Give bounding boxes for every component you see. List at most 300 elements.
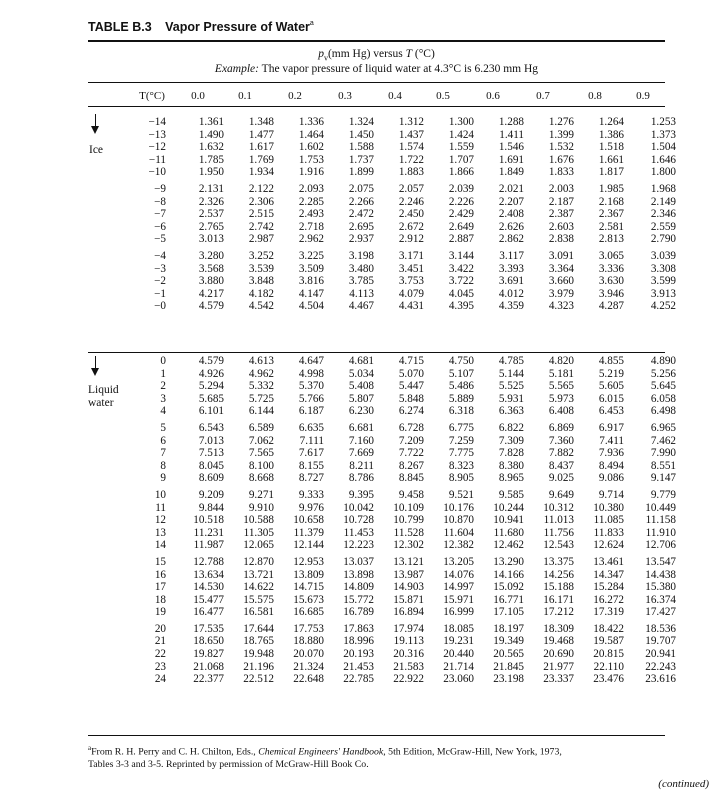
table-row bbox=[126, 606, 676, 619]
pressure-cell: 1.617 bbox=[248, 141, 274, 154]
temperature-cell: 11 bbox=[155, 501, 166, 514]
pressure-cell: 3.225 bbox=[298, 249, 324, 262]
pressure-cell: 12.302 bbox=[393, 539, 424, 552]
pressure-cell: 8.155 bbox=[298, 459, 324, 472]
pressure-cell: 8.323 bbox=[448, 459, 474, 472]
pressure-cell: 9.976 bbox=[298, 501, 324, 514]
pressure-cell: 1.373 bbox=[650, 128, 676, 141]
table-row bbox=[126, 673, 676, 686]
pressure-cell: 13.037 bbox=[343, 555, 374, 568]
pressure-cell: 13.375 bbox=[543, 555, 574, 568]
pressure-cell: 10.042 bbox=[343, 501, 374, 514]
pressure-cell: 1.477 bbox=[248, 128, 274, 141]
pressure-cell: 4.147 bbox=[298, 287, 324, 300]
pressure-cell: 9.271 bbox=[248, 488, 274, 501]
table-row bbox=[126, 422, 676, 435]
t-symbol: T bbox=[405, 48, 412, 60]
pressure-cell: 1.817 bbox=[598, 166, 624, 179]
pressure-cell: 17.212 bbox=[543, 606, 574, 619]
pressure-cell: 9.521 bbox=[448, 488, 474, 501]
temperature-cell: 14 bbox=[154, 539, 166, 552]
pressure-cell: 5.931 bbox=[498, 392, 524, 405]
pressure-cell: 13.461 bbox=[593, 555, 624, 568]
pressure-cell: 7.775 bbox=[448, 447, 474, 460]
pressure-cell: 20.815 bbox=[593, 648, 624, 661]
pressure-cell: 7.828 bbox=[498, 447, 524, 460]
pressure-cell: 1.264 bbox=[598, 116, 624, 128]
pressure-cell: 3.393 bbox=[498, 262, 524, 275]
pressure-cell: 14.076 bbox=[443, 568, 474, 581]
pressure-cell: 2.695 bbox=[348, 220, 374, 233]
liquid-label-line1: Liquid bbox=[88, 384, 119, 396]
table-row bbox=[126, 166, 676, 179]
pressure-cell: 1.588 bbox=[348, 141, 374, 154]
pressure-cell: 20.070 bbox=[293, 648, 324, 661]
pressure-cell: 5.070 bbox=[398, 367, 424, 380]
pressure-cell: 10.449 bbox=[645, 501, 676, 514]
pressure-cell: 15.575 bbox=[243, 593, 274, 606]
pressure-cell: 5.848 bbox=[398, 392, 424, 405]
pressure-cell: 3.364 bbox=[548, 262, 574, 275]
pressure-cell: 17.319 bbox=[593, 606, 624, 619]
pressure-cell: 2.626 bbox=[498, 220, 524, 233]
column-header: 0.7 bbox=[536, 90, 550, 102]
pressure-cell: 3.308 bbox=[650, 262, 676, 275]
pressure-cell: 10.799 bbox=[393, 514, 424, 527]
pressure-cell: 12.065 bbox=[243, 539, 274, 552]
temperature-cell: −8 bbox=[154, 195, 166, 208]
pressure-cell: 12.624 bbox=[593, 539, 624, 552]
temperature-cell: 16 bbox=[154, 568, 166, 581]
pressure-cell: 17.753 bbox=[293, 622, 324, 635]
pressure-cell: 1.312 bbox=[398, 116, 424, 128]
pressure-cell: 10.109 bbox=[393, 501, 424, 514]
section-rule bbox=[88, 352, 665, 353]
pressure-cell: 23.337 bbox=[543, 673, 574, 686]
pressure-cell: 7.936 bbox=[598, 447, 624, 460]
pressure-cell: 2.472 bbox=[348, 208, 374, 221]
pressure-cell: 12.144 bbox=[293, 539, 324, 552]
pressure-cell: 22.377 bbox=[193, 673, 224, 686]
pressure-cell: 4.926 bbox=[198, 367, 224, 380]
temperature-cell: 3 bbox=[160, 392, 166, 405]
pressure-cell: 1.950 bbox=[198, 166, 224, 179]
pressure-cell: 2.387 bbox=[548, 208, 574, 221]
table-row bbox=[126, 154, 676, 167]
pressure-cell: 2.346 bbox=[650, 208, 676, 221]
pressure-cell: 4.681 bbox=[348, 355, 374, 367]
pressure-cell: 1.753 bbox=[298, 153, 324, 166]
pressure-cell: 20.440 bbox=[443, 648, 474, 661]
pressure-cell: 5.889 bbox=[448, 392, 474, 405]
pressure-cell: 20.690 bbox=[543, 648, 574, 661]
pressure-cell: 2.187 bbox=[548, 195, 574, 208]
pressure-cell: 22.922 bbox=[393, 673, 424, 686]
temperature-cell: 18 bbox=[154, 593, 166, 606]
pressure-cell: 11.305 bbox=[243, 526, 274, 539]
pressure-cell: 1.934 bbox=[248, 166, 274, 179]
pressure-cell: 7.259 bbox=[448, 434, 474, 447]
pressure-cell: 9.025 bbox=[548, 472, 574, 485]
pressure-cell: 5.525 bbox=[498, 380, 524, 393]
temperature-cell: 22 bbox=[154, 648, 166, 661]
table-caption: Vapor Pressure of Water bbox=[165, 20, 310, 34]
table-row bbox=[126, 447, 676, 460]
pressure-cell: 4.962 bbox=[248, 367, 274, 380]
column-header: T(°C) bbox=[139, 90, 165, 102]
temperature-cell: 7 bbox=[160, 447, 166, 460]
pressure-cell: 2.649 bbox=[448, 220, 474, 233]
pressure-cell: 7.360 bbox=[548, 434, 574, 447]
pressure-cell: 21.977 bbox=[543, 660, 574, 673]
pressure-cell: 7.062 bbox=[248, 434, 274, 447]
pressure-cell: 4.613 bbox=[248, 355, 274, 367]
pressure-cell: 2.039 bbox=[448, 182, 474, 195]
pressure-cell: 9.209 bbox=[198, 488, 224, 501]
pressure-cell: 11.231 bbox=[193, 526, 224, 539]
table-row bbox=[126, 116, 676, 129]
footnote-marker: a bbox=[309, 20, 314, 27]
temperature-cell: 1 bbox=[160, 367, 166, 380]
footnote-line2: Tables 3-3 and 3-5. Reprinted by permission of McGraw-Hill Book Co. bbox=[88, 759, 369, 771]
continued-note: (continued) bbox=[658, 778, 709, 790]
pressure-cell: 16.894 bbox=[393, 606, 424, 619]
pressure-cell: 18.085 bbox=[443, 622, 474, 635]
pressure-cell: 4.217 bbox=[198, 287, 224, 300]
pressure-cell: 2.838 bbox=[548, 233, 574, 246]
pressure-cell: 6.869 bbox=[548, 421, 574, 434]
pressure-cell: 4.542 bbox=[248, 300, 274, 313]
column-header: 0.8 bbox=[588, 90, 602, 102]
pressure-cell: 1.504 bbox=[650, 141, 676, 154]
pressure-cell: 13.547 bbox=[645, 555, 676, 568]
pressure-cell: 1.300 bbox=[448, 116, 474, 128]
pressure-cell: 3.660 bbox=[548, 275, 574, 288]
pressure-cell: 3.848 bbox=[248, 275, 274, 288]
pressure-cell: 2.326 bbox=[198, 195, 224, 208]
table-row bbox=[126, 393, 676, 406]
pressure-cell: 1.336 bbox=[298, 116, 324, 128]
pressure-cell: 9.714 bbox=[598, 488, 624, 501]
pressure-cell: 10.870 bbox=[443, 514, 474, 527]
pressure-cell: 1.833 bbox=[548, 166, 574, 179]
pressure-cell: 8.609 bbox=[198, 472, 224, 485]
temperature-cell: −14 bbox=[148, 116, 166, 128]
pressure-cell: 7.513 bbox=[198, 447, 224, 460]
liquid-label-line2: water bbox=[88, 397, 114, 409]
pressure-cell: 19.231 bbox=[443, 635, 474, 648]
pressure-cell: 2.367 bbox=[598, 208, 624, 221]
pressure-cell: 2.266 bbox=[348, 195, 374, 208]
pressure-cell: 5.107 bbox=[448, 367, 474, 380]
footnote-mark: a bbox=[88, 744, 92, 752]
ice-arrow-down-icon bbox=[91, 126, 99, 134]
pressure-cell: 17.974 bbox=[393, 622, 424, 635]
pressure-cell: 12.953 bbox=[293, 555, 324, 568]
pressure-cell: 1.661 bbox=[598, 153, 624, 166]
pressure-cell: 4.467 bbox=[348, 300, 374, 313]
pressure-cell: 11.756 bbox=[543, 526, 574, 539]
pressure-cell: 10.380 bbox=[593, 501, 624, 514]
pressure-cell: 14.166 bbox=[493, 568, 524, 581]
pressure-cell: 4.998 bbox=[298, 367, 324, 380]
footnote-post: , 5th Edition, McGraw-Hill, New York, 1973, bbox=[383, 746, 562, 758]
pressure-cell: 14.903 bbox=[393, 581, 424, 594]
pressure-cell: 4.287 bbox=[598, 300, 624, 313]
pressure-cell: 3.422 bbox=[448, 262, 474, 275]
pressure-cell: 1.785 bbox=[198, 153, 224, 166]
pressure-cell: 14.530 bbox=[193, 581, 224, 594]
pressure-cell: 18.197 bbox=[493, 622, 524, 635]
pressure-cell: 13.898 bbox=[343, 568, 374, 581]
pressure-cell: 9.649 bbox=[548, 488, 574, 501]
pressure-cell: 4.079 bbox=[398, 287, 424, 300]
pressure-cell: 22.785 bbox=[343, 673, 374, 686]
pressure-cell: 2.937 bbox=[348, 233, 374, 246]
pressure-cell: 17.863 bbox=[343, 622, 374, 635]
pressure-cell: 15.673 bbox=[293, 593, 324, 606]
pressure-cell: 3.785 bbox=[348, 275, 374, 288]
pressure-cell: 2.537 bbox=[198, 208, 224, 221]
pressure-cell: 3.013 bbox=[198, 233, 224, 246]
pressure-cell: 20.565 bbox=[493, 648, 524, 661]
table-row bbox=[126, 661, 676, 674]
pressure-cell: 2.515 bbox=[248, 208, 274, 221]
temperature-cell: 15 bbox=[154, 555, 166, 568]
pressure-cell: 14.997 bbox=[443, 581, 474, 594]
pressure-cell: 2.207 bbox=[498, 195, 524, 208]
pressure-cell: 1.361 bbox=[198, 116, 224, 128]
pressure-cell: 16.272 bbox=[593, 593, 624, 606]
pressure-cell: 18.880 bbox=[293, 635, 324, 648]
temperature-cell: 10 bbox=[154, 488, 166, 501]
example-label: Example: bbox=[214, 63, 259, 75]
table-row bbox=[126, 581, 676, 594]
pressure-cell: 5.144 bbox=[498, 367, 524, 380]
pressure-cell: 6.101 bbox=[198, 405, 224, 418]
pressure-cell: 16.581 bbox=[243, 606, 274, 619]
pv-symbol: p bbox=[318, 48, 324, 60]
pressure-cell: 5.219 bbox=[598, 367, 624, 380]
temperature-cell: −12 bbox=[148, 141, 166, 154]
pressure-cell: 15.477 bbox=[193, 593, 224, 606]
pressure-cell: 7.565 bbox=[248, 447, 274, 460]
pressure-cell: 7.013 bbox=[198, 434, 224, 447]
pressure-cell: 1.518 bbox=[598, 141, 624, 154]
pressure-cell: 8.045 bbox=[198, 459, 224, 472]
pressure-cell: 21.068 bbox=[193, 660, 224, 673]
pressure-cell: 13.721 bbox=[243, 568, 274, 581]
pressure-cell: 16.789 bbox=[343, 606, 374, 619]
pressure-cell: 1.386 bbox=[598, 128, 624, 141]
pressure-cell: 17.535 bbox=[193, 622, 224, 635]
pressure-cell: 1.899 bbox=[348, 166, 374, 179]
pressure-cell: 11.158 bbox=[645, 514, 676, 527]
pressure-cell: 1.546 bbox=[498, 141, 524, 154]
pressure-cell: 8.965 bbox=[498, 472, 524, 485]
liquid-table bbox=[126, 355, 676, 686]
pressure-cell: 2.559 bbox=[650, 220, 676, 233]
table-row bbox=[126, 569, 676, 582]
pressure-cell: 5.332 bbox=[248, 380, 274, 393]
pressure-cell: 7.411 bbox=[599, 434, 624, 447]
pressure-cell: 3.509 bbox=[298, 262, 324, 275]
pressure-cell: 6.144 bbox=[248, 405, 274, 418]
pressure-cell: 12.543 bbox=[543, 539, 574, 552]
table-row bbox=[126, 300, 676, 313]
pressure-cell: 20.193 bbox=[343, 648, 374, 661]
pressure-cell: 3.979 bbox=[548, 287, 574, 300]
example-line bbox=[88, 63, 665, 75]
table-row bbox=[126, 594, 676, 607]
pressure-cell: 3.816 bbox=[298, 275, 324, 288]
pressure-cell: 2.168 bbox=[598, 195, 624, 208]
pressure-cell: 5.256 bbox=[650, 367, 676, 380]
pressure-cell: 1.437 bbox=[398, 128, 424, 141]
pressure-cell: 11.453 bbox=[343, 526, 374, 539]
pressure-cell: 1.707 bbox=[448, 153, 474, 166]
pressure-cell: 3.065 bbox=[598, 249, 624, 262]
temperature-cell: −2 bbox=[154, 275, 166, 288]
pressure-cell: 21.196 bbox=[243, 660, 274, 673]
pressure-cell: 13.634 bbox=[193, 568, 224, 581]
pressure-cell: 1.866 bbox=[448, 166, 474, 179]
column-header: 0.2 bbox=[288, 90, 302, 102]
temperature-cell: 8 bbox=[160, 459, 166, 472]
pressure-cell: 3.280 bbox=[198, 249, 224, 262]
table-row bbox=[126, 380, 676, 393]
pressure-cell: 8.211 bbox=[349, 459, 374, 472]
pressure-cell: 19.113 bbox=[393, 635, 424, 648]
pressure-cell: 1.559 bbox=[448, 141, 474, 154]
table-row bbox=[126, 556, 676, 569]
pressure-cell: 4.504 bbox=[298, 300, 324, 313]
pressure-cell: 2.057 bbox=[398, 182, 424, 195]
table-row bbox=[126, 221, 676, 234]
pressure-cell: 1.916 bbox=[298, 166, 324, 179]
pressure-cell: 13.205 bbox=[443, 555, 474, 568]
pressure-cell: 12.870 bbox=[243, 555, 274, 568]
pressure-cell: 4.820 bbox=[548, 355, 574, 367]
pressure-cell: 2.306 bbox=[248, 195, 274, 208]
pressure-cell: 4.395 bbox=[448, 300, 474, 313]
pressure-cell: 13.987 bbox=[393, 568, 424, 581]
pressure-cell: 16.171 bbox=[543, 593, 574, 606]
footnote-book: Chemical Engineers' Handbook bbox=[258, 746, 384, 758]
pressure-cell: 19.587 bbox=[593, 635, 624, 648]
pressure-cell: 4.045 bbox=[448, 287, 474, 300]
pressure-cell: 12.788 bbox=[193, 555, 224, 568]
pressure-cell: 9.395 bbox=[348, 488, 374, 501]
pressure-cell: 8.551 bbox=[650, 459, 676, 472]
pressure-cell: 2.581 bbox=[598, 220, 624, 233]
pressure-cell: 8.905 bbox=[448, 472, 474, 485]
temperature-cell: 13 bbox=[154, 526, 166, 539]
pressure-cell: 3.691 bbox=[498, 275, 524, 288]
pressure-cell: 6.408 bbox=[548, 405, 574, 418]
pressure-cell: 2.672 bbox=[398, 220, 424, 233]
pressure-cell: 6.015 bbox=[598, 392, 624, 405]
table-row bbox=[126, 635, 676, 648]
temperature-cell: 6 bbox=[160, 434, 166, 447]
pressure-cell: 5.565 bbox=[548, 380, 574, 393]
table-row bbox=[126, 183, 676, 196]
pressure-cell: 6.589 bbox=[248, 421, 274, 434]
temperature-cell: 17 bbox=[154, 581, 166, 594]
pressure-cell: 11.680 bbox=[493, 526, 524, 539]
pressure-cell: 1.800 bbox=[650, 166, 676, 179]
pressure-cell: 5.645 bbox=[650, 380, 676, 393]
pressure-cell: 1.883 bbox=[398, 166, 424, 179]
pressure-cell: 1.450 bbox=[348, 128, 374, 141]
pressure-cell: 6.965 bbox=[650, 421, 676, 434]
pressure-cell: 10.244 bbox=[493, 501, 524, 514]
subtitle-text: (mm Hg) versus bbox=[327, 48, 406, 60]
column-header: 0.9 bbox=[636, 90, 650, 102]
pressure-cell: 13.121 bbox=[393, 555, 424, 568]
pressure-cell: 7.462 bbox=[650, 434, 676, 447]
pressure-cell: 6.230 bbox=[348, 405, 374, 418]
pressure-cell: 6.681 bbox=[348, 421, 374, 434]
pressure-cell: 1.399 bbox=[548, 128, 574, 141]
temperature-cell: −4 bbox=[154, 249, 166, 262]
temperature-cell: 5 bbox=[160, 421, 166, 434]
pressure-cell: 6.318 bbox=[448, 405, 474, 418]
pressure-cell: 21.453 bbox=[343, 660, 374, 673]
pressure-cell: 18.650 bbox=[193, 635, 224, 648]
pressure-cell: 2.149 bbox=[650, 195, 676, 208]
pressure-cell: 2.718 bbox=[298, 220, 324, 233]
pressure-cell: 11.528 bbox=[393, 526, 424, 539]
table-row bbox=[126, 489, 676, 502]
pressure-cell: 1.276 bbox=[548, 116, 574, 128]
ice-table bbox=[126, 116, 676, 313]
pressure-cell: 9.333 bbox=[298, 488, 324, 501]
column-header: 0.6 bbox=[486, 90, 500, 102]
pressure-cell: 20.941 bbox=[645, 648, 676, 661]
pressure-cell: 3.946 bbox=[598, 287, 624, 300]
pressure-cell: 2.226 bbox=[448, 195, 474, 208]
temperature-cell: 24 bbox=[154, 673, 166, 686]
pressure-cell: 9.844 bbox=[198, 501, 224, 514]
pressure-cell: 9.779 bbox=[650, 488, 676, 501]
pressure-cell: 1.532 bbox=[548, 141, 574, 154]
pressure-cell: 2.603 bbox=[548, 220, 574, 233]
pressure-cell: 3.880 bbox=[198, 275, 224, 288]
pressure-cell: 1.348 bbox=[248, 116, 274, 128]
pressure-cell: 5.973 bbox=[548, 392, 574, 405]
footnote bbox=[88, 742, 688, 771]
temperature-cell: 9 bbox=[160, 472, 166, 485]
pressure-cell: 4.012 bbox=[498, 287, 524, 300]
column-header-row bbox=[0, 90, 727, 104]
pressure-cell: 1.602 bbox=[298, 141, 324, 154]
pressure-cell: 2.285 bbox=[298, 195, 324, 208]
table-row bbox=[126, 435, 676, 448]
pressure-cell: 2.790 bbox=[650, 233, 676, 246]
pv-subscript: v bbox=[323, 53, 328, 63]
pressure-cell: 22.110 bbox=[593, 660, 624, 673]
temperature-cell: −9 bbox=[154, 182, 166, 195]
pressure-cell: 7.160 bbox=[348, 434, 374, 447]
pressure-cell: 4.855 bbox=[598, 355, 624, 367]
pressure-cell: 14.715 bbox=[293, 581, 324, 594]
pressure-cell: 1.849 bbox=[498, 166, 524, 179]
pressure-cell: 4.579 bbox=[198, 300, 224, 313]
table-row bbox=[126, 368, 676, 381]
pressure-cell: 4.323 bbox=[548, 300, 574, 313]
pressure-cell: 14.256 bbox=[543, 568, 574, 581]
